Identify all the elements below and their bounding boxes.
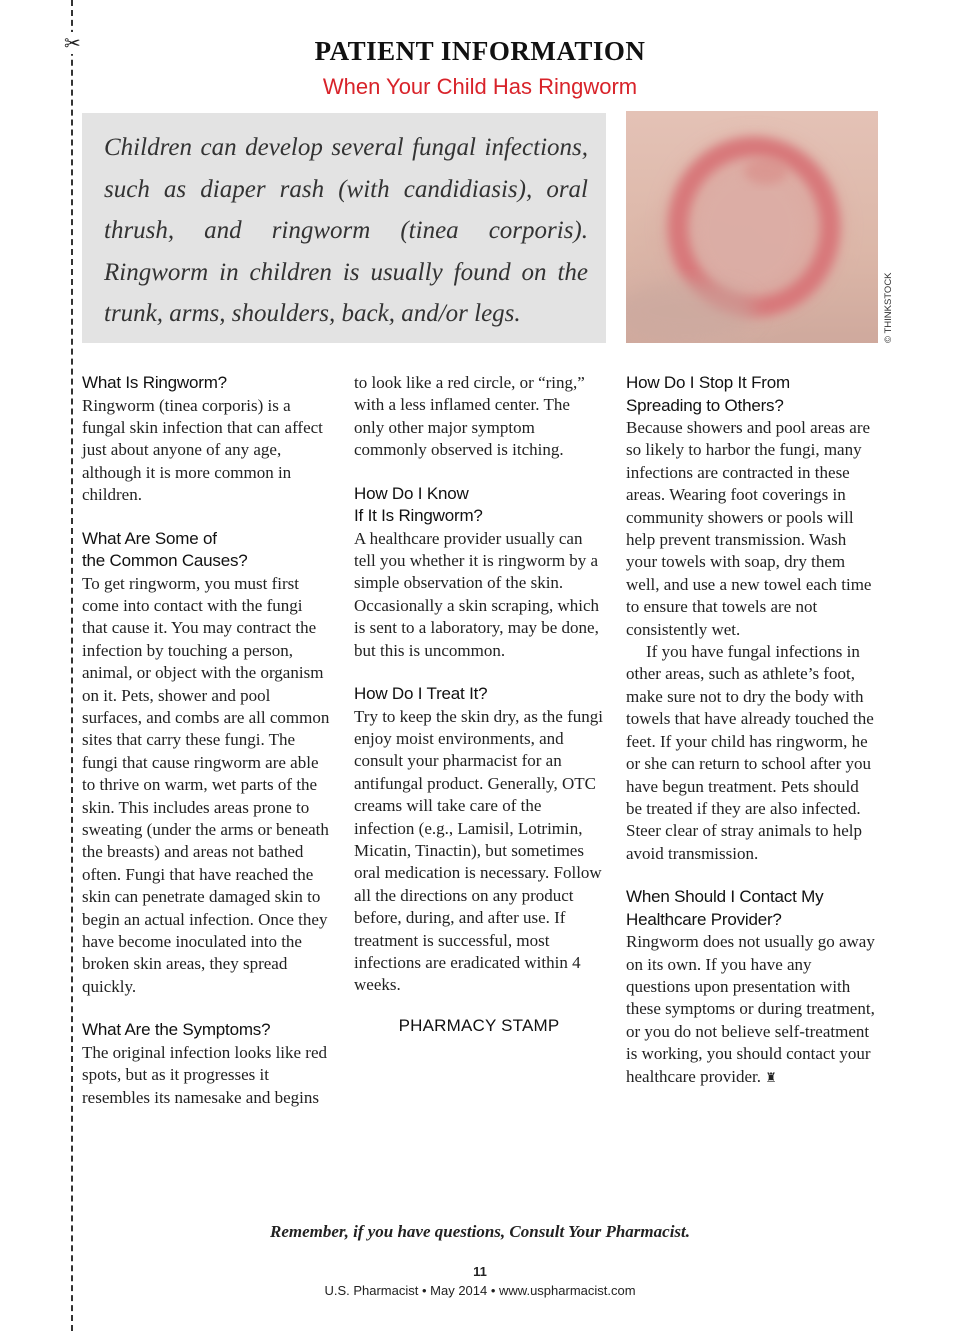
body-what-is-ringworm: Ringworm (tinea corporis) is a fungal skin infection that can affect just about anyone of any age, although it is more common in children. bbox=[82, 395, 323, 505]
body-prevention-p1: Because showers and pool areas are so likely to harbor the fungi, many infections are contracted in these areas. Wearing foot coverings in community showers or pools will help prevent transmission. Wash your towels with soap, dry them well, and use a new towel each time to ensure that towels are not consistently wet. bbox=[626, 418, 872, 639]
heading-symptoms: What Are the Symptoms? bbox=[82, 1020, 271, 1040]
heading-causes bbox=[82, 528, 332, 573]
publication-footer: U.S. Pharmacist • May 2014 • www.uspharmacist.com bbox=[324, 1283, 636, 1298]
pharmacy-stamp-label: PHARMACY STAMP bbox=[398, 1015, 560, 1035]
heading-causes-line2: the Common Causes? bbox=[82, 551, 248, 571]
end-mark-icon: ♜ bbox=[765, 1070, 777, 1086]
heading-diagnosis-line1: How Do I Know bbox=[354, 483, 469, 503]
heading-prevention bbox=[626, 372, 878, 417]
body-contact: Ringworm does not usually go away on its own. If you have any questions upon presentation with these symptoms or during treatment, or you do not believe self-treatment is working, you should contact your healthcare provider. bbox=[626, 932, 875, 1086]
heading-what-is-ringworm: What Is Ringworm? bbox=[82, 373, 227, 392]
scissors-icon: ✂ bbox=[64, 31, 81, 55]
footer-reminder: Remember, if you have questions, Consult Your Pharmacist. bbox=[269, 1222, 691, 1241]
heading-prevention-line2: Spreading to Others? bbox=[626, 395, 784, 415]
page-number: 11 bbox=[473, 1264, 487, 1279]
page-subtitle: When Your Child Has Ringworm bbox=[322, 74, 638, 99]
heading-contact-line2: Healthcare Provider? bbox=[626, 909, 782, 929]
body-symptoms-part2: to look like a red circle, or “ring,” with a less inflamed center. The only other major symptom commonly observed is itching. bbox=[354, 373, 585, 460]
page-title: PATIENT INFORMATION bbox=[314, 36, 646, 66]
column-1 bbox=[82, 372, 332, 1109]
body-diagnosis: A healthcare provider usually can tell you whether it is ringworm by a simple observation of the skin. Occasionally a skin scraping, which is sent to a laboratory, may be done, but this is uncommon. bbox=[354, 528, 600, 660]
ringworm-lesion-illustration bbox=[626, 111, 878, 343]
intro-box bbox=[82, 113, 606, 343]
heading-prevention-line1: How Do I Stop It From bbox=[626, 373, 790, 392]
column-2 bbox=[354, 372, 604, 1037]
body-symptoms-part1: The original infection looks like red spots, but as it progresses it resembles its namesake and begins bbox=[82, 1042, 328, 1107]
heading-causes-line1: What Are Some of bbox=[82, 528, 217, 548]
cut-guide-line bbox=[71, 0, 73, 1331]
photo-credit: © THINKSTOCK bbox=[883, 272, 894, 343]
heading-diagnosis-line2: If It Is Ringworm? bbox=[354, 506, 483, 526]
body-causes: To get ringworm, you must first come into contact with the fungi that cause it. You may contract the infection by touching a person, animal, or object with the organism on it. Pets, shower and pool surfaces, and combs are all common sites that carry these fungi. The fungi that cause ringworm are able to thrive on warm, wet parts of the skin. This includes areas prone to sweating (under the arms or beneath the breasts) and areas not bathed often. Fungi that have reached the skin can penetrate damaged skin to begin an actual infection. Once they have become inoculated into the broken skin areas, they spread quickly. bbox=[82, 573, 330, 996]
body-treatment: Try to keep the skin dry, as the fungi enjoy moist environments, and consult your pharmacist for an antifungal product. Generally, OTC creams will take care of the infection (e.g., Lamisil, Lotrimin, Micatin, Tinactin), but sometimes oral medication is necessary. Follow all the directions on any product before, during, and after use. If treatment is successful, most infections are eradicated within 4 weeks. bbox=[354, 706, 603, 995]
intro-text: Children can develop several fungal infections, such as diaper rash (with candidiasis), oral thrush, and ringworm (tinea corporis). Ringworm in children is usually found on the trunk, arms, shoulders, back, and/or legs. bbox=[104, 134, 588, 327]
heading-contact-line1: When Should I Contact My bbox=[626, 887, 824, 907]
column-3 bbox=[626, 372, 878, 1090]
body-contact-wrap bbox=[626, 931, 878, 1090]
heading-contact bbox=[626, 886, 878, 931]
heading-treatment: How Do I Treat It? bbox=[354, 684, 488, 704]
heading-diagnosis bbox=[354, 483, 604, 528]
ringworm-photo bbox=[626, 111, 878, 343]
body-prevention-p2: If you have fungal infections in other areas, such as athlete’s foot, make sure not to dry the body with towels that have already touched the feet. If your child has ringworm, he or she can return to school after you have begun treatment. Pets should be treated if they are also infected. Steer clear of stray animals to help avoid transmission. bbox=[626, 642, 874, 863]
